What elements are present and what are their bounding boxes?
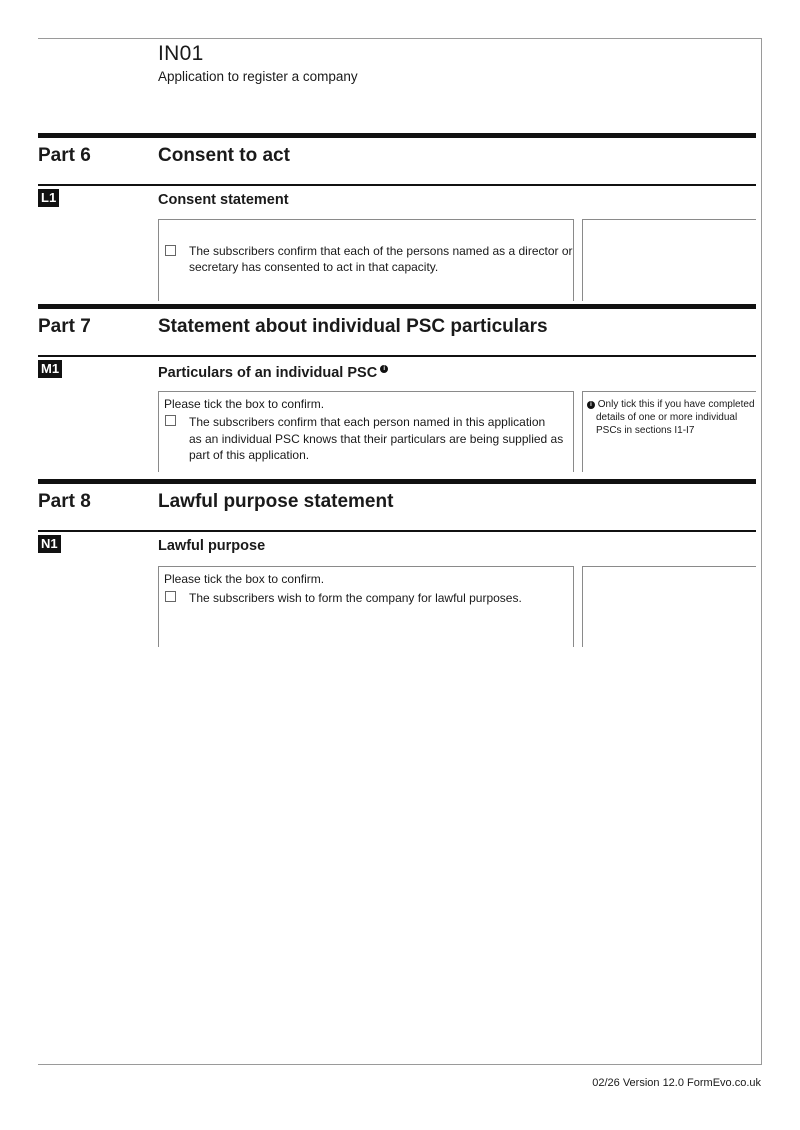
part-title: Statement about individual PSC particulars: [158, 316, 548, 337]
right-border: [761, 38, 762, 1065]
section-divider: [38, 184, 756, 186]
consent-statement-line: The subscribers confirm that each of the persons named as a director or: [189, 244, 573, 258]
psc-prompt: Please tick the box to confirm.: [164, 397, 325, 411]
psc-checkbox[interactable]: [165, 415, 176, 426]
psc-note-line: PSCs in sections I1-I7: [596, 425, 695, 436]
consent-checkbox[interactable]: [165, 245, 176, 256]
section-title-text: Particulars of an individual PSC: [158, 364, 378, 381]
psc-note-line: [587, 398, 755, 411]
footer-version: 02/26 Version 12.0 FormEvo.co.uk: [592, 1077, 761, 1089]
info-icon: i: [380, 365, 388, 373]
info-icon: i: [587, 401, 595, 409]
lawful-statement-line: The subscribers wish to form the company for lawful purposes.: [189, 591, 522, 605]
section-divider: [38, 355, 756, 357]
section-badge: L1: [38, 189, 59, 207]
section-title: Lawful purpose: [158, 538, 266, 554]
psc-statement-line: as an individual PSC knows that their particulars are being supplied as: [189, 432, 564, 446]
lawful-checkbox[interactable]: [165, 591, 176, 602]
section-divider: [38, 530, 756, 532]
consent-side-panel: [582, 219, 756, 301]
psc-statement-line: The subscribers confirm that each person named in this application: [189, 415, 546, 429]
psc-note-line: details of one or more individual: [596, 412, 738, 423]
part-divider: [38, 304, 756, 309]
part-label: Part 7: [38, 316, 91, 337]
section-title: Consent statement: [158, 192, 289, 208]
part-title: Consent to act: [158, 145, 290, 166]
consent-statement-line: secretary has consented to act in that capacity.: [189, 260, 439, 274]
section-badge: N1: [38, 535, 61, 553]
part-label: Part 6: [38, 145, 91, 166]
section-title: [158, 363, 388, 381]
part-title: Lawful purpose statement: [158, 491, 394, 512]
psc-statement-line: part of this application.: [189, 448, 310, 462]
lawful-prompt: Please tick the box to confirm.: [164, 572, 325, 586]
part-divider: [38, 479, 756, 484]
section-badge: M1: [38, 360, 62, 378]
form-subtitle: Application to register a company: [158, 69, 358, 84]
bottom-border: [38, 1064, 762, 1065]
psc-note-text: Only tick this if you have completed: [597, 399, 755, 410]
form-code: IN01: [158, 42, 204, 65]
part-divider: [38, 133, 756, 138]
top-border: [38, 38, 762, 39]
lawful-side-panel: [582, 566, 756, 647]
part-label: Part 8: [38, 491, 91, 512]
